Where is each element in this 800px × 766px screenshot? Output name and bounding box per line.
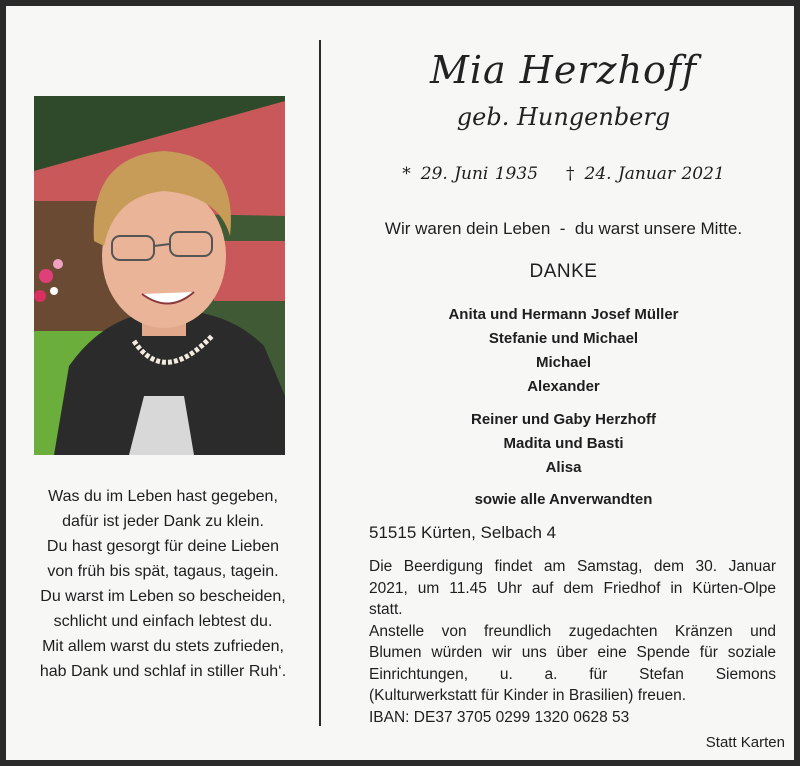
address: 51515 Kürten, Selbach 4 bbox=[369, 523, 557, 542]
poem-line: von früh bis spät, tagaus, tagein. bbox=[47, 563, 279, 580]
mourner-name: Alisa bbox=[545, 459, 582, 476]
motto: Wir waren dein Leben - du warst unsere Mitte. bbox=[384, 219, 743, 238]
birth-date: 29. Juni 1935 bbox=[420, 164, 539, 184]
mourner-name: Stefanie und Michael bbox=[488, 330, 639, 347]
birth-star-icon: * bbox=[402, 164, 411, 184]
notice-text bbox=[369, 556, 776, 728]
portrait-illustration bbox=[34, 96, 285, 455]
funeral-line: Die Beerdigung findet am Samstag, dem 30. Januar bbox=[369, 558, 776, 575]
deceased-name: Mia Herzhoff bbox=[429, 48, 698, 92]
mourner-name: Anita und Hermann Josef Müller bbox=[448, 306, 679, 323]
poem-line: Du warst im Leben so bescheiden, bbox=[40, 588, 286, 605]
footer-note: Statt Karten bbox=[705, 734, 785, 751]
mourner-name: Michael bbox=[535, 354, 592, 371]
poem-line: schlicht und einfach lebtest du. bbox=[53, 613, 273, 630]
mourners-group-1 bbox=[341, 303, 786, 399]
poem bbox=[18, 484, 308, 684]
vertical-divider bbox=[319, 40, 321, 726]
death-cross-icon: † bbox=[566, 164, 575, 184]
poem-line: hab Dank und schlaf in stiller Ruh‘. bbox=[39, 663, 287, 680]
donation-line: Anstelle von freundlich zugedachten Kränzen und bbox=[369, 622, 776, 640]
funeral-line: statt. bbox=[369, 601, 403, 618]
mourner-name: Reiner und Gaby Herzhoff bbox=[470, 411, 657, 428]
poem-line: Was du im Leben hast gegeben, bbox=[48, 488, 278, 505]
donation-line: Blumen würden wir uns über eine Spende für soziale bbox=[369, 644, 776, 661]
funeral-line: 2021, um 11.45 Uhr auf dem Friedhof in Kürten-Olpe bbox=[369, 579, 776, 597]
thanks-heading: DANKE bbox=[529, 261, 598, 282]
iban: IBAN: DE37 3705 0299 1320 0628 53 bbox=[369, 708, 630, 726]
poem-line: Du hast gesorgt für deine Lieben bbox=[46, 538, 280, 555]
poem-line: Mit allem warst du stets zufrieden, bbox=[42, 638, 284, 655]
portrait-photo bbox=[34, 96, 285, 455]
mourners-group-2 bbox=[341, 408, 786, 480]
life-dates bbox=[341, 164, 786, 184]
death-date: 24. Januar 2021 bbox=[584, 164, 725, 184]
donation-line: Einrichtungen, u. a. für Stefan Siemons bbox=[369, 665, 776, 683]
donation-line: (Kulturwerkstatt für Kinder in Brasilien) freuen. bbox=[369, 687, 687, 704]
relatives-line: sowie alle Anverwandten bbox=[474, 491, 653, 508]
maiden-name: geb. Hungenberg bbox=[456, 103, 671, 131]
mourner-name: Alexander bbox=[527, 378, 600, 395]
mourner-name: Madita und Basti bbox=[503, 435, 624, 452]
poem-line: dafür ist jeder Dank zu klein. bbox=[62, 513, 264, 530]
